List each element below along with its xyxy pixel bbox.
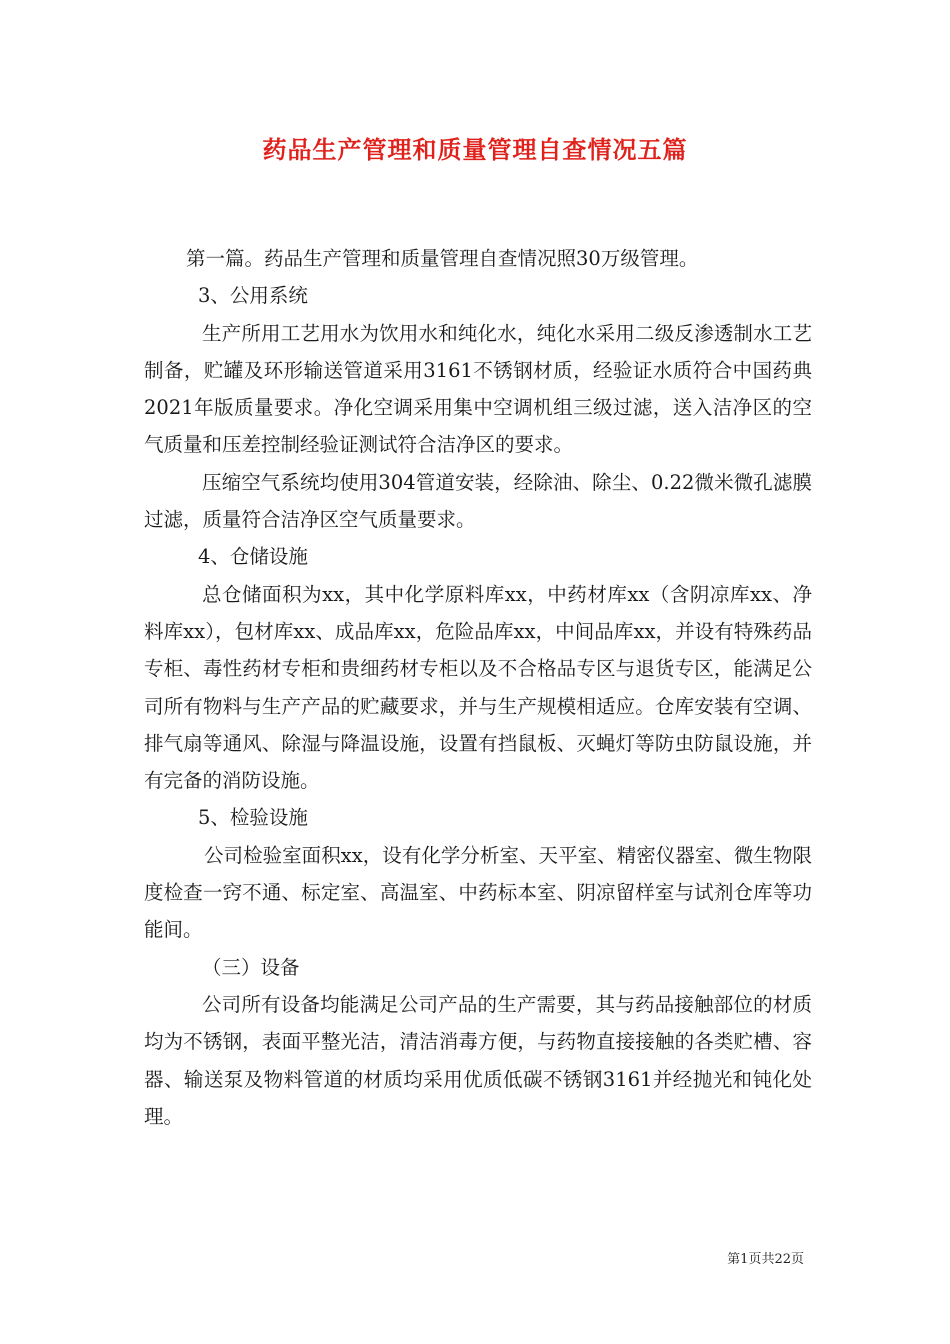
paragraph-water-air: 生产所用工艺用水为饮用水和纯化水，纯化水采用二级反渗透制水工艺制备，贮罐及环形输送管道采用3161不锈钢材质，经验证水质符合中国药典2021年版质量要求。净化空调采用集中空调机组三级过滤，送入洁净区的空气质量和压差控制经验证测试符合洁净区的要求。 [144, 321, 812, 457]
paragraph-compressed-air: 压缩空气系统均使用304管道安装，经除油、除尘、0.22微米微孔滤膜过滤，质量符合洁净区空气质量要求。 [144, 470, 812, 532]
paragraph-storage: 总仓储面积为xx，其中化学原料库xx，中药材库xx（含阴凉库xx、净料库xx），包材库xx、成品库xx，危险品库xx，中间品库xx，并设有特殊药品专柜、毒性药材专柜和贵细药材专柜以及不合格品专区与退货专区，能满足公司所有物料与生产产品的贮藏要求，并与生产规模相适应。仓库安装有空调、排气扇等通风、除湿与降温设施，设置有挡鼠板、灭蝇灯等防虫防鼠设施，并有完备的消防设施。 [144, 582, 812, 793]
section-heading-public-systems: 3、公用系统 [198, 284, 308, 308]
document-body [144, 240, 812, 1135]
paragraph-equipment: 公司所有设备均能满足公司产品的生产需要，其与药品接触部位的材质均为不锈钢，表面平整光洁，清洁消毒方便，与药物直接接触的各类贮槽、容器、输送泵及物料管道的材质均采用优质低碳不锈钢3161并经抛光和钝化处理。 [144, 992, 812, 1128]
section-heading-equipment: （三）设备 [202, 955, 300, 979]
page-number: 第1页共22页 [727, 1252, 804, 1267]
document-title: 药品生产管理和质量管理自查情况五篇 [262, 135, 688, 164]
paragraph-testing: 公司检验室面积xx，设有化学分析室、天平室、精密仪器室、微生物限度检查一窍不通、标定室、高温室、中药标本室、阴凉留样室与试剂仓库等功能间。 [144, 843, 812, 942]
paragraph-intro: 第一篇。药品生产管理和质量管理自查情况照30万级管理。 [186, 247, 699, 270]
section-heading-storage: 4、仓储设施 [198, 545, 308, 569]
section-heading-testing: 5、检验设施 [198, 806, 308, 830]
